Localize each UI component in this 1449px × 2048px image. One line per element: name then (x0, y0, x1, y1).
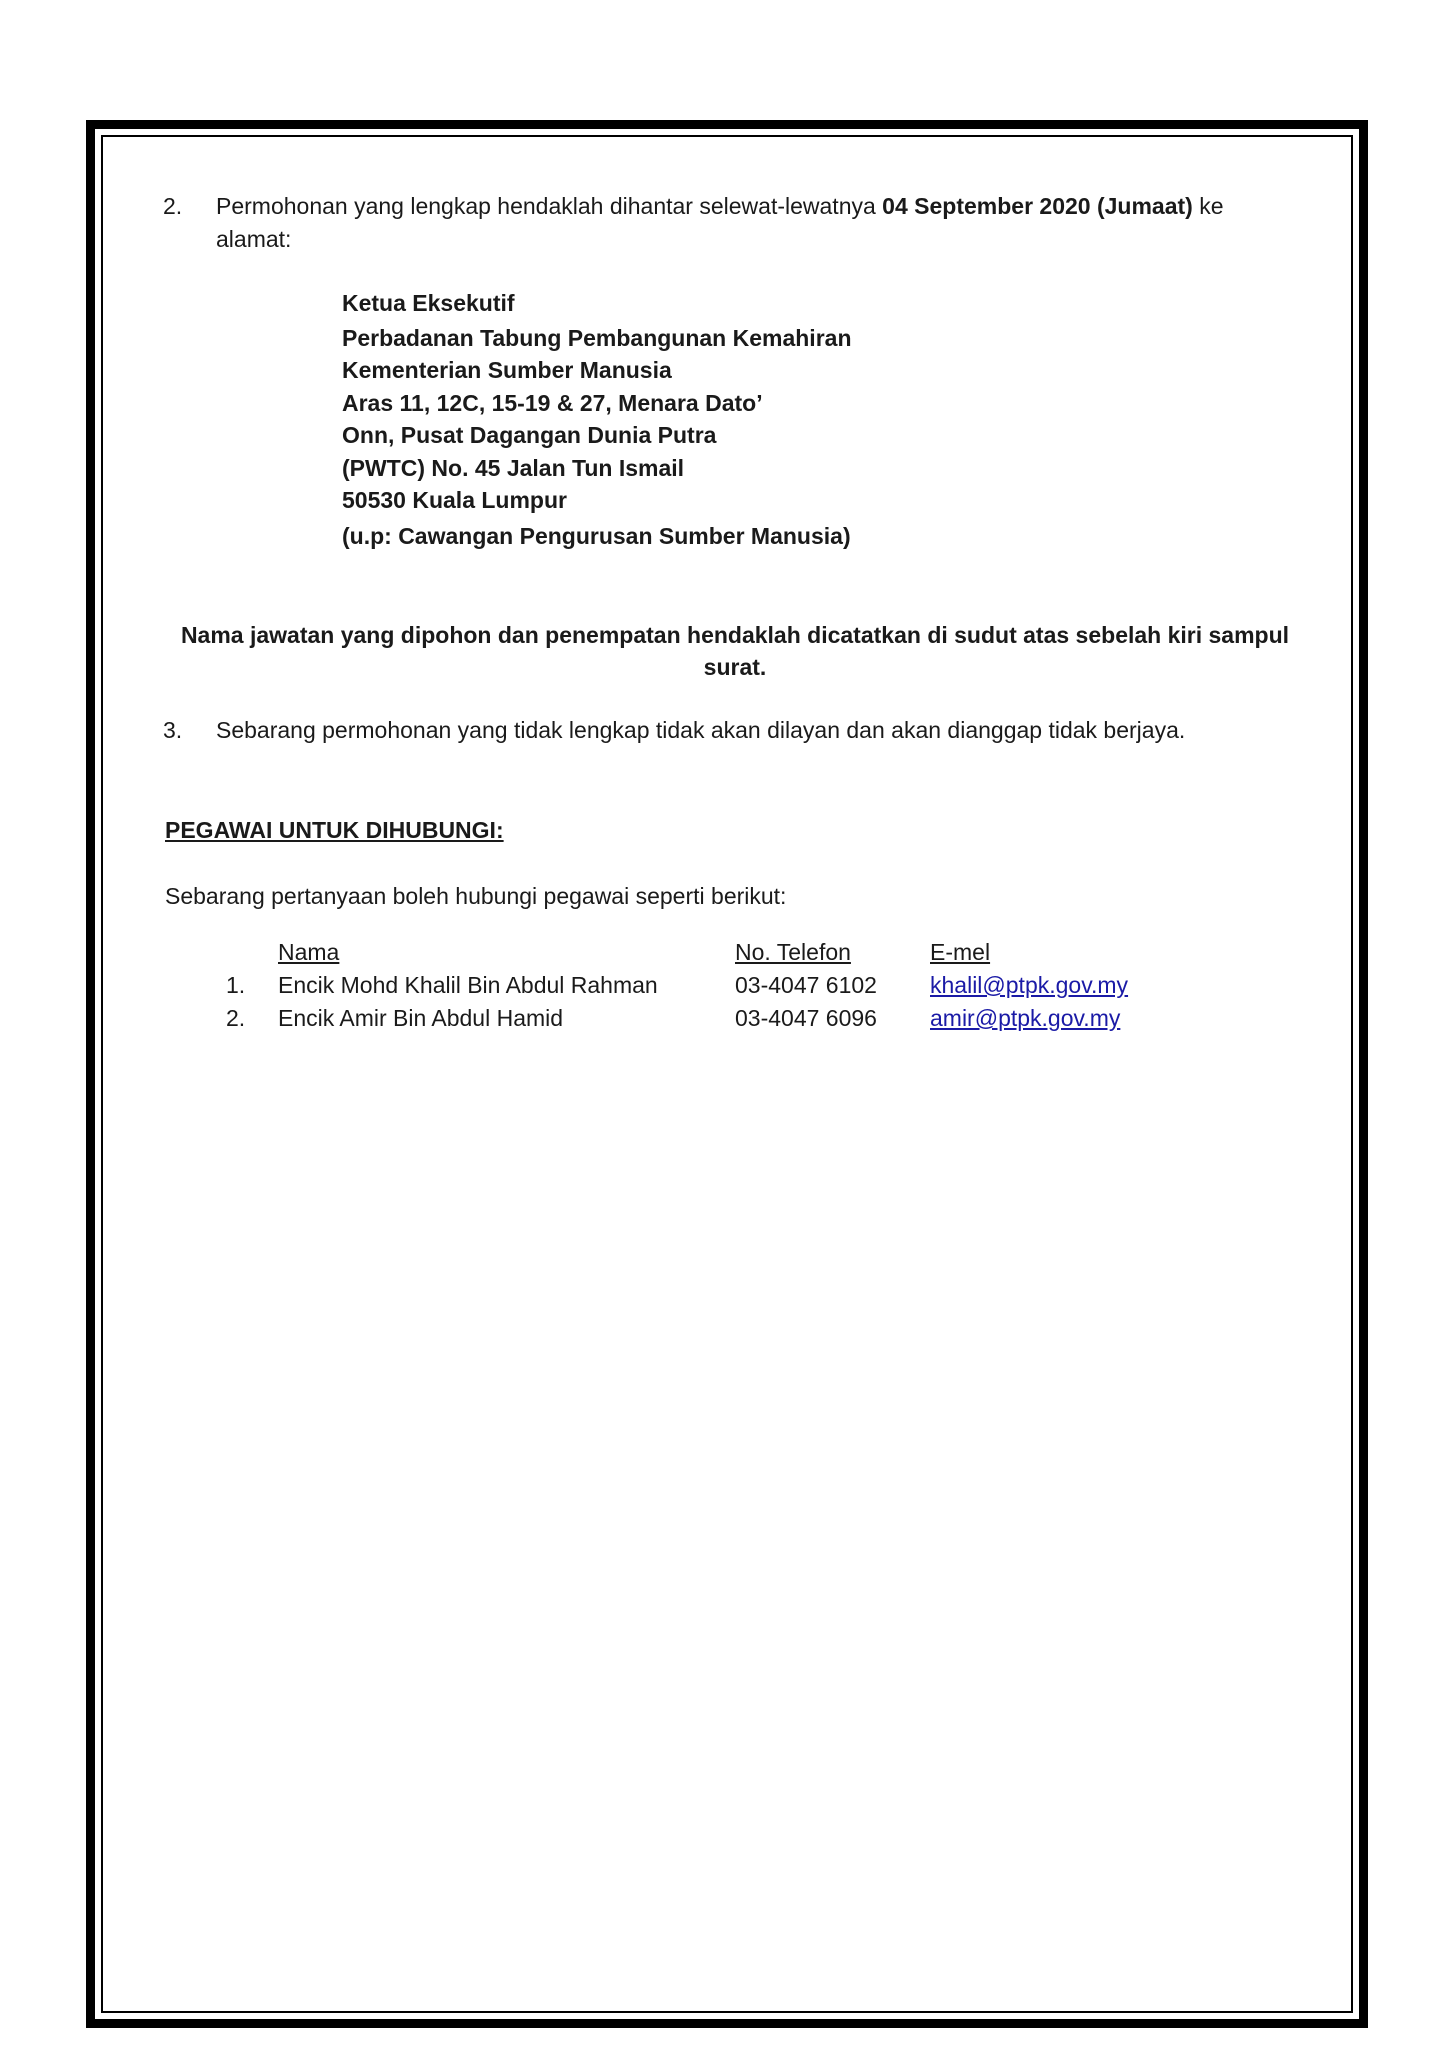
column-header-name: Nama (278, 939, 340, 965)
contacts-heading: PEGAWAI UNTUK DIHUBUNGI: (165, 817, 504, 843)
para2-text-before: Permohonan yang lengkap hendaklah dihantar selewat-lewatnya (216, 193, 883, 219)
address-line-5: Onn, Pusat Dagangan Dunia Putra (342, 422, 717, 448)
address-line-2: Perbadanan Tabung Pembangunan Kemahiran (342, 325, 852, 351)
contact-row-1-name: Encik Mohd Khalil Bin Abdul Rahman (278, 972, 658, 998)
address-line-1: Ketua Eksekutif (342, 290, 515, 316)
contact-row-1-number: 1. (226, 972, 246, 998)
contact-row-2-phone: 03-4047 6096 (735, 1005, 877, 1031)
envelope-note-line1: Nama jawatan yang dipohon dan penempatan hendaklah dicatatkan di sudut atas sebelah kiri sampul (180, 622, 1290, 648)
address-line-8: (u.p: Cawangan Pengurusan Sumber Manusia) (342, 523, 851, 549)
address-line-6: (PWTC) No. 45 Jalan Tun Ismail (342, 455, 685, 481)
para2-line1 (216, 193, 1224, 220)
contact-row-2-number: 2. (226, 1005, 246, 1031)
address-line-7: 50530 Kuala Lumpur (342, 487, 567, 513)
envelope-note (140, 619, 1330, 683)
envelope-note-line2: surat. (703, 654, 767, 680)
address-line-4: Aras 11, 12C, 15-19 & 27, Menara Dato’ (342, 390, 763, 416)
contact-row-2-name: Encik Amir Bin Abdul Hamid (278, 1005, 564, 1031)
contact-row-2-email-link[interactable]: amir@ptpk.gov.my (930, 1005, 1121, 1031)
para2-number: 2. (163, 193, 183, 219)
para2-text-after: ke (1192, 193, 1224, 219)
column-header-phone: No. Telefon (735, 939, 851, 965)
para2-deadline: 04 September 2020 (Jumaat) (882, 193, 1193, 219)
para3-text: Sebarang permohonan yang tidak lengkap tidak akan dilayan dan akan dianggap tidak berjaya. (216, 717, 1186, 743)
contact-row-1-email-link[interactable]: khalil@ptpk.gov.my (930, 972, 1129, 998)
contact-row-1-phone: 03-4047 6102 (735, 972, 877, 998)
column-header-email: E-mel (930, 939, 991, 965)
address-line-3: Kementerian Sumber Manusia (342, 357, 672, 383)
para2-line2: alamat: (216, 226, 292, 252)
para3-number: 3. (163, 717, 183, 743)
contacts-intro: Sebarang pertanyaan boleh hubungi pegawai seperti berikut: (165, 883, 787, 909)
